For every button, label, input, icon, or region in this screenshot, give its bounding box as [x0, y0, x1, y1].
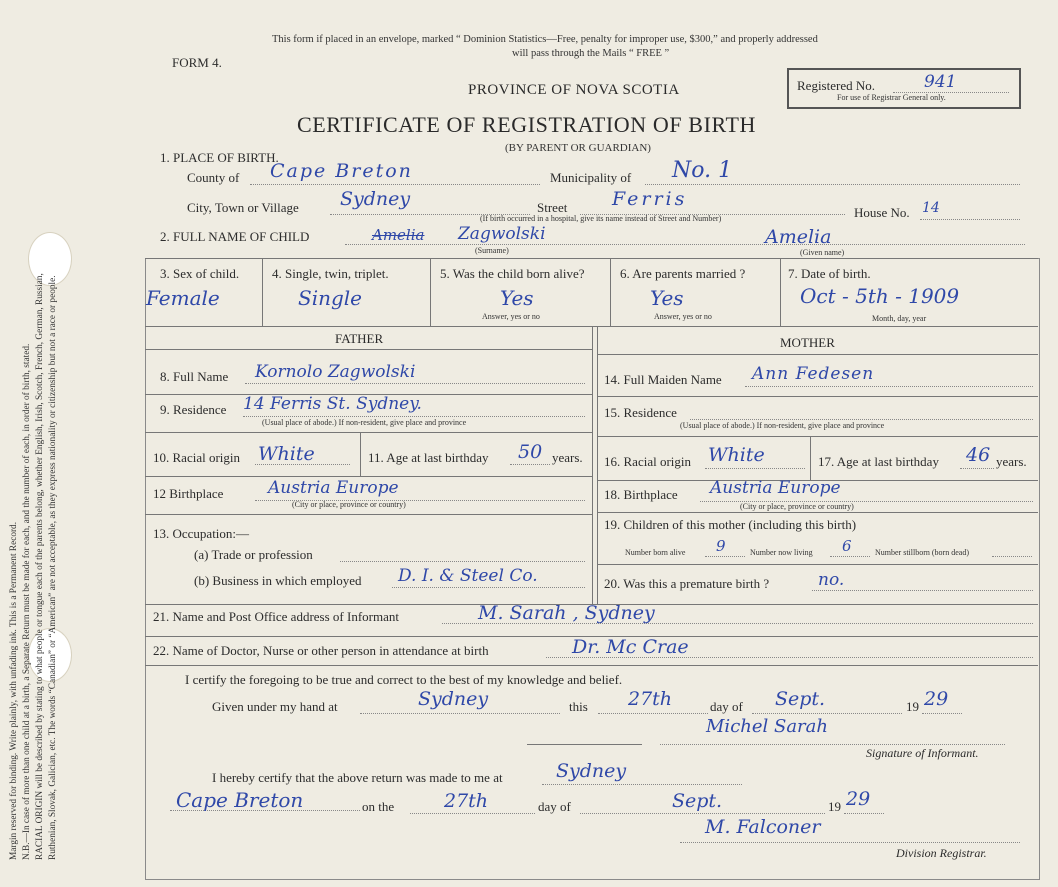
postal-notice-2: will pass through the Mails “ FREE ” [512, 48, 670, 59]
registrar-day: 27th [444, 790, 489, 812]
registered-box [787, 68, 1021, 109]
child-surname: Zagwolski [458, 224, 546, 244]
mother-age-value: 46 [966, 444, 991, 466]
certify-month: Sept. [775, 688, 826, 710]
mother-residence-note: (Usual place of abode.) If non-resident, give place and province [680, 421, 885, 430]
margin-instructions [8, 0, 60, 860]
single-label: 4. Single, twin, triplet. [272, 266, 389, 281]
date-label: 7. Date of birth. [788, 266, 871, 281]
certify-text: I certify the foregoing to be true and correct to the best of my knowledge and belief. [185, 672, 623, 687]
mother-residence-label: 15. Residence [604, 405, 677, 420]
margin-line-4: Ruthenian, Slovak, Galician, etc. The words “Canadian” or “American” are not acceptable, as they express nationality or citizenship but not a race or people. [48, 275, 58, 860]
this-label: this [569, 699, 588, 714]
mother-name-value: Ann Fedesen [752, 364, 875, 384]
margin-line-2: N.B.—In case of more than one child at a birth, a Separate Return must be made for each, and the number of each, in order of birth, stated. [22, 343, 32, 860]
registrar-year-prefix: 19 [828, 799, 841, 814]
father-heading: FATHER [335, 331, 384, 346]
father-name-label: 8. Full Name [160, 369, 229, 384]
father-residence-note: (Usual place of abode.) If non-resident, give place and province [262, 418, 467, 427]
mother-racial-label: 16. Racial origin [604, 454, 692, 469]
certify-year-prefix: 19 [906, 699, 919, 714]
county-label: County of [187, 170, 240, 185]
margin-line-3: RACIAL ORIGIN will be described by stating to what people or tongue each of the parents belong, whether English, Irish, Scotch, French, German, Russian, [35, 273, 45, 860]
premature-label: 20. Was this a premature birth ? [604, 576, 770, 591]
occupation-label: 13. Occupation:— [153, 526, 250, 541]
father-age-value: 50 [518, 441, 543, 463]
born-alive-value: 9 [716, 537, 726, 555]
registrar-signature-label: Division Registrar. [896, 846, 987, 860]
certify-day: 27th [628, 688, 673, 710]
alive-note: Answer, yes or no [482, 312, 540, 321]
doctor-label: 22. Name of Doctor, Nurse or other person in attendance at birth [153, 643, 489, 658]
registered-note: For use of Registrar General only. [837, 93, 946, 102]
registrar-on-the: on the [362, 799, 395, 814]
city-value: Sydney [340, 188, 411, 210]
father-years: years. [552, 450, 583, 465]
mother-name-label: 14. Full Maiden Name [604, 372, 722, 387]
certificate-subtitle: (BY PARENT OR GUARDIAN) [505, 142, 651, 154]
married-value: Yes [650, 286, 684, 310]
informant-value: M. Sarah , Sydney [478, 602, 655, 624]
doctor-value: Dr. Mc Crae [572, 636, 689, 658]
mother-years: years. [996, 454, 1027, 469]
street-value: Ferris [612, 188, 688, 210]
certificate-title: CERTIFICATE OF REGISTRATION OF BIRTH [297, 112, 756, 137]
registered-value: 941 [924, 72, 957, 92]
given-note: (Given name) [800, 248, 845, 257]
province-heading: PROVINCE OF NOVA SCOTIA [468, 82, 680, 98]
child-given-name: Amelia [765, 226, 832, 248]
father-residence-value: 14 Ferris St. Sydney. [243, 394, 422, 414]
registrar-county: Cape Breton [176, 788, 304, 812]
sex-value: Female [146, 286, 220, 310]
mother-age-label: 17. Age at last birthday [818, 454, 939, 469]
date-note: Month, day, year [872, 314, 927, 323]
born-alive-label: Number born alive [625, 548, 686, 557]
registrar-signature: M. Falconer [705, 816, 821, 838]
father-name-value: Kornolo Zagwolski [255, 362, 416, 382]
stillborn-label: Number stillborn (born dead) [875, 548, 969, 557]
house-value: 14 [922, 200, 940, 216]
margin-line-1: Margin reserved for binding. Write plainly, with unfading ink. This is a Permanent Record. [9, 521, 19, 860]
children-label: 19. Children of this mother (including this birth) [604, 517, 857, 532]
business-value: D. I. & Steel Co. [398, 566, 538, 586]
alive-label: 5. Was the child born alive? [440, 266, 585, 281]
house-label: House No. [854, 205, 910, 220]
given-under-label: Given under my hand at [212, 699, 338, 714]
father-residence-label: 9. Residence [160, 402, 227, 417]
father-birthplace-note: (City or place, province or country) [292, 500, 406, 509]
sex-label: 3. Sex of child. [160, 266, 240, 281]
registrar-year: 29 [846, 788, 871, 810]
father-racial-value: White [258, 443, 315, 465]
registrar-text: I hereby certify that the above return was made to me at [212, 770, 503, 785]
date-value: Oct - 5th - 1909 [800, 284, 960, 308]
informant-signature: Michel Sarah [706, 716, 828, 737]
registered-label: Registered No. [797, 78, 875, 93]
business-label: (b) Business in which employed [194, 573, 362, 588]
place-heading: 1. PLACE OF BIRTH. [160, 150, 279, 165]
informant-signature-label: Signature of Informant. [866, 746, 979, 760]
registrar-month: Sept. [672, 790, 723, 812]
now-living-value: 6 [842, 537, 852, 555]
city-label: City, Town or Village [187, 200, 299, 215]
mother-heading: MOTHER [780, 335, 835, 350]
now-living-label: Number now living [750, 548, 813, 557]
postal-notice-1: This form if placed in an envelope, marked “ Dominion Statistics—Free, penalty for improper use, $300,” and properly addressed [272, 34, 818, 45]
certify-place: Sydney [418, 688, 489, 710]
child-name-label: 2. FULL NAME OF CHILD [160, 229, 310, 244]
certify-year: 29 [924, 688, 949, 710]
certify-day-of: day of [710, 699, 743, 714]
father-birthplace-label: 12 Birthplace [153, 486, 224, 501]
single-value: Single [298, 286, 363, 310]
form-number: FORM 4. [172, 55, 222, 70]
married-note: Answer, yes or no [654, 312, 712, 321]
street-label: Street [537, 200, 568, 215]
municipality-label: Municipality of [550, 170, 632, 185]
child-name-struck: Amelia [372, 226, 425, 244]
registrar-day-of: day of [538, 799, 571, 814]
alive-value: Yes [500, 286, 534, 310]
county-value: Cape Breton [270, 160, 413, 182]
mother-birthplace-label: 18. Birthplace [604, 487, 678, 502]
mother-racial-value: White [708, 444, 765, 466]
surname-note: (Surname) [475, 246, 509, 255]
premature-value: no. [818, 570, 845, 590]
father-age-label: 11. Age at last birthday [368, 450, 489, 465]
informant-label: 21. Name and Post Office address of Informant [153, 609, 399, 624]
married-label: 6. Are parents married ? [620, 266, 746, 281]
hospital-note: (If birth occurred in a hospital, give its name instead of Street and Number) [480, 214, 722, 223]
municipality-value: No. 1 [672, 158, 733, 183]
father-birthplace-value: Austria Europe [268, 478, 399, 498]
trade-label: (a) Trade or profession [194, 547, 313, 562]
father-racial-label: 10. Racial origin [153, 450, 241, 465]
mother-birthplace-note: (City or place, province or country) [740, 502, 854, 511]
mother-birthplace-value: Austria Europe [710, 478, 841, 498]
registrar-place: Sydney [556, 760, 627, 782]
